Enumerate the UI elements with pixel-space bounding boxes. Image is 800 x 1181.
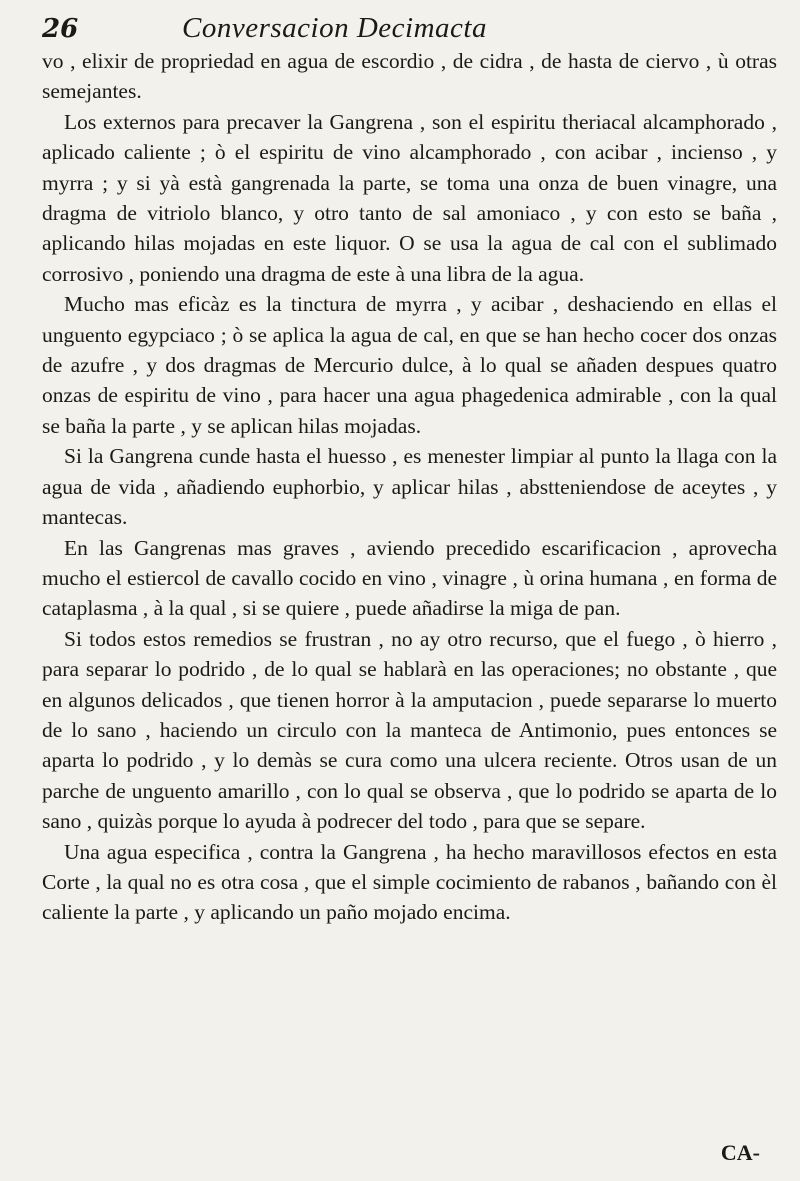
paragraph: Los externos para precaver la Gangrena , son el espiritu theriacal alcamphorado , aplicado caliente ; ò el espiritu de vino alcamphorado , con acibar , incienso , y myrra ; y si yà està gangrenada la parte, se toma una onza de buen vinagre, una dragma de vitriolo blanco, y otro tanto de sal amoniaco , y con esto se baña , aplicando hilas mojadas en este liquor. O se usa la agua de cal con el sublimado corrosivo , poniendo una dragma de este à una libra de la agua. [42, 109, 777, 286]
paragraph: En las Gangrenas mas graves , aviendo precedido escarificacion , aprovecha mucho el estiercol de cavallo cocido en vino , vinagre , ù orina humana , en forma de cataplasma , à la qual , si se quiere , puede añadirse la miga de pan. [42, 535, 777, 621]
page-number: 26 [42, 14, 79, 44]
body-text [42, 46, 777, 928]
catchword: CA- [720, 1140, 760, 1165]
paragraph: vo , elixir de propriedad en agua de escordio , de cidra , de hasta de ciervo , ù otras semejantes. [42, 49, 777, 104]
paragraph: Mucho mas eficàz es la tinctura de myrra , y acibar , deshaciendo en ellas el unguento egypciaco ; ò se aplica la agua de cal, en que se han hecho cocer dos onzas de azufre , y dos dragmas de Mercurio dulce, à lo qual se añaden despues quatro onzas de espiritu de vino , para hacer una agua phagedenica admirable , con la qual se baña la parte , y se aplican hilas mojadas. [42, 292, 777, 438]
page-header [42, 8, 760, 50]
paragraph: Una agua especifica , contra la Gangrena , ha hecho maravillosos efectos en esta Corte , la qual no es otra cosa , que el simple cocimiento de rabanos , bañando con èl caliente la parte , y aplicando un paño mojado encima. [42, 839, 777, 925]
paragraph: Si todos estos remedios se frustran , no ay otro recurso, que el fuego , ò hierro , para separar lo podrido , de lo qual se hablarà en las operaciones; no obstante , que en algunos delicados , que tienen horror à la amputacion , puede separarse lo muerto de lo sano , haciendo un circulo con la manteca de Antimonio, pues entonces se aparta lo podrido , y lo demàs se cura como una ulcera reciente. Otros usan de un parche de unguento amarillo , con lo qual se observa , que lo podrido se aparta de lo sano , quizàs porque lo ayuda à podrecer del todo , para que se separe. [42, 626, 777, 834]
running-title: Conversacion Decimacta [182, 12, 487, 44]
paragraph: Si la Gangrena cunde hasta el huesso , es menester limpiar al punto la llaga con la agua de vida , añadiendo euphorbio, y aplicar hilas , abstteniendose de aceytes , y mantecas. [42, 444, 777, 530]
